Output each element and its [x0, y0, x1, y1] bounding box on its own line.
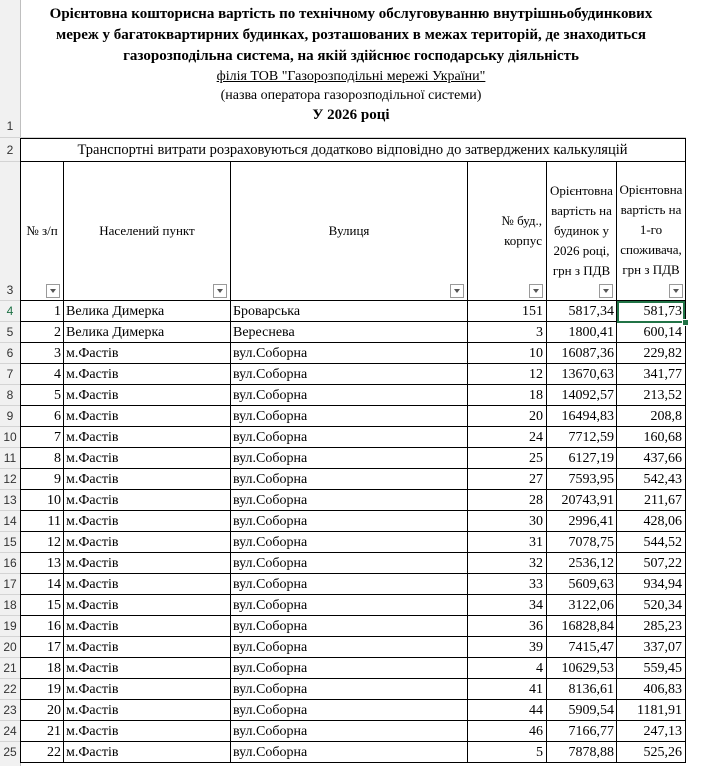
- cell-cost-consumer[interactable]: 581,73: [643, 304, 682, 319]
- cell-cost-consumer[interactable]: 559,45: [643, 661, 682, 676]
- grid-line: [20, 615, 686, 616]
- grid-line: [0, 699, 20, 700]
- grid-line: [0, 531, 20, 532]
- col-header-building[interactable]: № буд., корпус: [501, 213, 542, 248]
- row-number[interactable]: 1: [6, 119, 14, 133]
- grid-line: [0, 573, 20, 574]
- grid-line: [0, 678, 20, 679]
- cell-cost-building[interactable]: 8136,61: [568, 682, 614, 697]
- grid-line: [467, 161, 468, 763]
- transport-note[interactable]: Транспортні витрати розраховуються додатково відповідно до затверджених калькуляцій: [77, 142, 628, 158]
- grid-line: [20, 657, 686, 658]
- cell-building[interactable]: 12: [529, 367, 543, 382]
- cell-cost-building[interactable]: 3122,06: [568, 598, 614, 613]
- col-header-num[interactable]: № з/п: [26, 223, 58, 238]
- grid-line: [0, 137, 20, 138]
- cell-cost-building[interactable]: 16828,84: [561, 619, 614, 634]
- cell-cost-building[interactable]: 7878,88: [568, 745, 614, 760]
- cell-settlement[interactable]: м.Фастів: [66, 451, 119, 466]
- grid-line: [20, 720, 686, 721]
- grid-line: [0, 741, 20, 742]
- cell-cost-building[interactable]: 16087,36: [561, 346, 614, 361]
- col-header-street[interactable]: Вулиця: [328, 223, 370, 238]
- grid-line: [0, 447, 20, 448]
- grid-line: [20, 573, 686, 574]
- cell-settlement[interactable]: Велика Димерка: [66, 304, 165, 319]
- cell-cost-consumer[interactable]: 428,06: [643, 514, 682, 529]
- cell-settlement[interactable]: м.Фастів: [66, 388, 119, 403]
- grid-line: [63, 161, 64, 763]
- cell-num[interactable]: 14: [47, 577, 61, 592]
- grid-line: [20, 447, 686, 448]
- grid-line: [20, 594, 686, 595]
- cell-building[interactable]: 41: [529, 682, 543, 697]
- row-number[interactable]: 19: [3, 619, 17, 633]
- filter-dropdown-icon[interactable]: [450, 284, 464, 298]
- report-year: У 2026 році: [312, 107, 390, 123]
- cell-building[interactable]: 33: [529, 577, 543, 592]
- cell-building[interactable]: 31: [529, 535, 543, 550]
- grid-line: [20, 741, 686, 742]
- filter-dropdown-icon[interactable]: [213, 284, 227, 298]
- cell-building[interactable]: 10: [529, 346, 543, 361]
- cell-cost-building[interactable]: 5909,54: [568, 703, 614, 718]
- cell-num[interactable]: 10: [47, 493, 61, 508]
- cell-street[interactable]: Броварська: [233, 304, 301, 319]
- grid-line: [20, 405, 686, 406]
- cell-cost-consumer[interactable]: 285,23: [643, 619, 682, 634]
- row-number[interactable]: 16: [3, 556, 17, 570]
- grid-line: [20, 678, 686, 679]
- grid-line: [0, 161, 20, 162]
- cell-num[interactable]: 13: [47, 556, 61, 571]
- cell-street[interactable]: вул.Соборна: [233, 472, 308, 487]
- grid-line: [0, 468, 20, 469]
- cell-num[interactable]: 9: [54, 472, 61, 487]
- cell-num[interactable]: 7: [54, 430, 61, 445]
- filter-dropdown-icon[interactable]: [46, 284, 60, 298]
- cell-street[interactable]: вул.Соборна: [233, 598, 308, 613]
- cell-cost-building[interactable]: 10629,53: [561, 661, 614, 676]
- cell-num[interactable]: 19: [47, 682, 61, 697]
- cell-cost-building[interactable]: 20743,91: [561, 493, 614, 508]
- cell-num[interactable]: 12: [47, 535, 61, 550]
- grid-line: [0, 510, 20, 511]
- cell-building[interactable]: 20: [529, 409, 543, 424]
- cell-cost-consumer[interactable]: 525,26: [643, 745, 682, 760]
- cell-settlement[interactable]: м.Фастів: [66, 724, 119, 739]
- grid-line: [20, 699, 686, 700]
- cell-cost-building[interactable]: 7593,95: [568, 472, 614, 487]
- cell-building[interactable]: 28: [529, 493, 543, 508]
- cell-cost-consumer[interactable]: 934,94: [643, 577, 682, 592]
- cell-cost-building[interactable]: 7415,47: [568, 640, 614, 655]
- row-number[interactable]: 5: [6, 325, 14, 339]
- cell-street[interactable]: вул.Соборна: [233, 661, 308, 676]
- row-number[interactable]: 2: [6, 143, 14, 157]
- grid-line: [20, 384, 686, 385]
- cell-cost-consumer[interactable]: 406,83: [643, 682, 682, 697]
- col-header-cost-consumer[interactable]: Орієнтовна вартість на 1-го споживача, грн з ПДВ: [619, 182, 683, 277]
- grid-line: [0, 636, 20, 637]
- grid-line: [20, 510, 686, 511]
- cell-building[interactable]: 30: [529, 514, 543, 529]
- cell-street[interactable]: вул.Соборна: [233, 640, 308, 655]
- cell-cost-consumer[interactable]: 341,77: [643, 367, 682, 382]
- grid-line: [230, 161, 231, 763]
- cell-cost-building[interactable]: 5609,63: [568, 577, 614, 592]
- cell-settlement[interactable]: м.Фастів: [66, 577, 119, 592]
- cell-building[interactable]: 44: [529, 703, 543, 718]
- cell-settlement[interactable]: м.Фастів: [66, 430, 119, 445]
- cell-num[interactable]: 21: [47, 724, 61, 739]
- cell-num[interactable]: 15: [47, 598, 61, 613]
- cell-building[interactable]: 18: [529, 388, 543, 403]
- cell-cost-consumer[interactable]: 337,07: [643, 640, 682, 655]
- row-number[interactable]: 15: [3, 535, 17, 549]
- cell-cost-building[interactable]: 13670,63: [561, 367, 614, 382]
- cell-street[interactable]: вул.Соборна: [233, 556, 308, 571]
- operator-name: філія ТОВ "Газорозподільні мережі України": [216, 69, 486, 84]
- grid-line: [0, 489, 20, 490]
- grid-line: [0, 342, 20, 343]
- cell-num[interactable]: 11: [47, 514, 61, 529]
- cell-settlement[interactable]: м.Фастів: [66, 703, 119, 718]
- cell-street[interactable]: вул.Соборна: [233, 409, 308, 424]
- cell-cost-consumer[interactable]: 208,8: [650, 409, 682, 424]
- grid-line: [20, 468, 686, 469]
- cell-building[interactable]: 5: [536, 745, 543, 760]
- cell-street[interactable]: вул.Соборна: [233, 493, 308, 508]
- cell-cost-consumer[interactable]: 160,68: [643, 430, 682, 445]
- title-line: мереж у багатоквартирних будинках, розташованих в межах територій, де знаходиться: [56, 27, 646, 43]
- cell-cost-building[interactable]: 7712,59: [568, 430, 614, 445]
- row-number[interactable]: 4: [6, 304, 14, 318]
- grid-line: [546, 161, 547, 763]
- row-number[interactable]: 12: [3, 472, 17, 486]
- grid-line: [20, 363, 686, 364]
- grid-line: [20, 321, 686, 322]
- sheet-edge: [686, 0, 701, 766]
- grid-line: [0, 405, 20, 406]
- title-line: газорозподільна система, на якій здійснює господарську діяльність: [123, 48, 579, 64]
- cell-settlement[interactable]: Велика Димерка: [66, 325, 165, 340]
- report-header: [20, 0, 682, 137]
- cell-cost-building[interactable]: 7078,75: [568, 535, 614, 550]
- cell-street[interactable]: вул.Соборна: [233, 535, 308, 550]
- cell-num[interactable]: 2: [54, 325, 61, 340]
- row-number[interactable]: 22: [3, 682, 17, 696]
- cell-building[interactable]: 25: [529, 451, 543, 466]
- cell-cost-building[interactable]: 2536,12: [568, 556, 614, 571]
- grid-line: [0, 321, 20, 322]
- cell-num[interactable]: 22: [47, 745, 61, 760]
- cell-building[interactable]: 34: [529, 598, 543, 613]
- row-number[interactable]: 25: [3, 745, 17, 759]
- row-number[interactable]: 11: [3, 451, 17, 465]
- cell-settlement[interactable]: м.Фастів: [66, 493, 119, 508]
- operator-note: (назва оператора газорозподільної системи): [220, 88, 482, 103]
- cell-building[interactable]: 39: [529, 640, 543, 655]
- cell-settlement[interactable]: м.Фастів: [66, 367, 119, 382]
- cell-building[interactable]: 46: [529, 724, 543, 739]
- cell-settlement[interactable]: м.Фастів: [66, 346, 119, 361]
- cell-cost-building[interactable]: 1800,41: [568, 325, 614, 340]
- grid-line: [20, 342, 686, 343]
- cell-cost-consumer[interactable]: 213,52: [643, 388, 682, 403]
- cell-cost-consumer[interactable]: 520,34: [643, 598, 682, 613]
- grid-line: [0, 363, 20, 364]
- filter-dropdown-icon[interactable]: [599, 284, 613, 298]
- cell-building[interactable]: 27: [529, 472, 543, 487]
- cell-street[interactable]: вул.Соборна: [233, 745, 308, 760]
- cell-street[interactable]: вул.Соборна: [233, 346, 308, 361]
- cell-settlement[interactable]: м.Фастів: [66, 472, 119, 487]
- grid-line: [20, 138, 686, 139]
- cell-cost-consumer[interactable]: 507,22: [643, 556, 682, 571]
- cell-num[interactable]: 5: [54, 388, 61, 403]
- grid-line: [0, 552, 20, 553]
- row-number[interactable]: 14: [3, 514, 17, 528]
- row-number[interactable]: 3: [6, 283, 14, 297]
- cell-building[interactable]: 4: [536, 661, 543, 676]
- row-number[interactable]: 24: [3, 724, 17, 738]
- grid-line: [20, 762, 686, 763]
- cell-building[interactable]: 24: [529, 430, 543, 445]
- row-number[interactable]: 17: [3, 577, 17, 591]
- row-number[interactable]: 9: [6, 409, 14, 423]
- row-number[interactable]: 21: [3, 661, 17, 675]
- filter-dropdown-icon[interactable]: [529, 284, 543, 298]
- cell-cost-consumer[interactable]: 542,43: [643, 472, 682, 487]
- row-number[interactable]: 8: [6, 388, 14, 402]
- grid-line: [20, 636, 686, 637]
- cell-building[interactable]: 36: [529, 619, 543, 634]
- cell-num[interactable]: 16: [47, 619, 61, 634]
- grid-line: [20, 552, 686, 553]
- cell-cost-consumer[interactable]: 211,67: [644, 493, 682, 508]
- cell-num[interactable]: 17: [47, 640, 61, 655]
- title-line: Орієнтовна кошторисна вартість по технічному обслуговуванню внутрішньобудинкових: [49, 6, 653, 22]
- cell-street[interactable]: Вереснева: [233, 325, 295, 340]
- cell-num[interactable]: 4: [54, 367, 61, 382]
- cell-cost-consumer[interactable]: 229,82: [643, 346, 682, 361]
- grid-line: [20, 426, 686, 427]
- grid-line: [0, 300, 20, 301]
- row-number[interactable]: 20: [3, 640, 17, 654]
- cell-num[interactable]: 6: [54, 409, 61, 424]
- cell-cost-building[interactable]: 5817,34: [568, 304, 614, 319]
- cell-settlement[interactable]: м.Фастів: [66, 598, 119, 613]
- filter-dropdown-icon[interactable]: [669, 284, 683, 298]
- cell-settlement[interactable]: м.Фастів: [66, 514, 119, 529]
- row-number[interactable]: 7: [6, 367, 14, 381]
- grid-line: [20, 300, 686, 301]
- cell-cost-consumer[interactable]: 1181,91: [637, 703, 682, 718]
- cell-settlement[interactable]: м.Фастів: [66, 682, 119, 697]
- cell-cost-consumer[interactable]: 544,52: [643, 535, 682, 550]
- cell-cost-building[interactable]: 16494,83: [561, 409, 614, 424]
- cell-building[interactable]: 32: [529, 556, 543, 571]
- grid-line: [20, 161, 21, 763]
- grid-line: [20, 138, 21, 161]
- grid-line: [0, 426, 20, 427]
- grid-line: [0, 720, 20, 721]
- cell-street[interactable]: вул.Соборна: [233, 514, 308, 529]
- cell-street[interactable]: вул.Соборна: [233, 724, 308, 739]
- cell-street[interactable]: вул.Соборна: [233, 388, 308, 403]
- cell-cost-consumer[interactable]: 600,14: [643, 325, 682, 340]
- cell-settlement[interactable]: м.Фастів: [66, 409, 119, 424]
- cell-cost-consumer[interactable]: 247,13: [643, 724, 682, 739]
- cell-num[interactable]: 8: [54, 451, 61, 466]
- grid-line: [0, 615, 20, 616]
- cell-street[interactable]: вул.Соборна: [233, 451, 308, 466]
- row-number[interactable]: 10: [3, 430, 17, 444]
- cell-street[interactable]: вул.Соборна: [233, 703, 308, 718]
- cell-street[interactable]: вул.Соборна: [233, 682, 308, 697]
- grid-line: [20, 489, 686, 490]
- cell-street[interactable]: вул.Соборна: [233, 577, 308, 592]
- cell-cost-consumer[interactable]: 437,66: [643, 451, 682, 466]
- row-number[interactable]: 18: [3, 598, 17, 612]
- cell-settlement[interactable]: м.Фастів: [66, 640, 119, 655]
- fill-handle[interactable]: [682, 319, 689, 326]
- selected-cell[interactable]: [617, 301, 685, 323]
- cell-settlement[interactable]: м.Фастів: [66, 535, 119, 550]
- grid-line: [0, 594, 20, 595]
- row-number[interactable]: 6: [6, 346, 14, 360]
- cell-cost-building[interactable]: 7166,77: [568, 724, 614, 739]
- cell-cost-building[interactable]: 14092,57: [561, 388, 614, 403]
- cell-cost-building[interactable]: 2996,41: [568, 514, 614, 529]
- cell-settlement[interactable]: м.Фастів: [66, 745, 119, 760]
- cell-num[interactable]: 3: [54, 346, 61, 361]
- row-number[interactable]: 23: [3, 703, 17, 717]
- grid-line: [616, 161, 617, 763]
- grid-line: [20, 531, 686, 532]
- grid-line: [20, 161, 686, 162]
- grid-line: [0, 657, 20, 658]
- col-header-settlement[interactable]: Населений пункт: [99, 223, 195, 238]
- cell-cost-building[interactable]: 6127,19: [568, 451, 614, 466]
- cell-building[interactable]: 3: [536, 325, 543, 340]
- col-header-cost-building[interactable]: Орієнтовна вартість на будинок у 2026 році, грн з ПДВ: [550, 183, 613, 278]
- cell-num[interactable]: 1: [54, 304, 61, 319]
- cell-settlement[interactable]: м.Фастів: [66, 661, 119, 676]
- cell-settlement[interactable]: м.Фастів: [66, 556, 119, 571]
- cell-street[interactable]: вул.Соборна: [233, 367, 308, 382]
- row-header-column: [0, 0, 21, 766]
- cell-num[interactable]: 20: [47, 703, 61, 718]
- cell-street[interactable]: вул.Соборна: [233, 430, 308, 445]
- row-number[interactable]: 13: [3, 493, 17, 507]
- cell-building[interactable]: 151: [522, 304, 543, 319]
- grid-line: [0, 384, 20, 385]
- cell-settlement[interactable]: м.Фастів: [66, 619, 119, 634]
- cell-street[interactable]: вул.Соборна: [233, 619, 308, 634]
- cell-num[interactable]: 18: [47, 661, 61, 676]
